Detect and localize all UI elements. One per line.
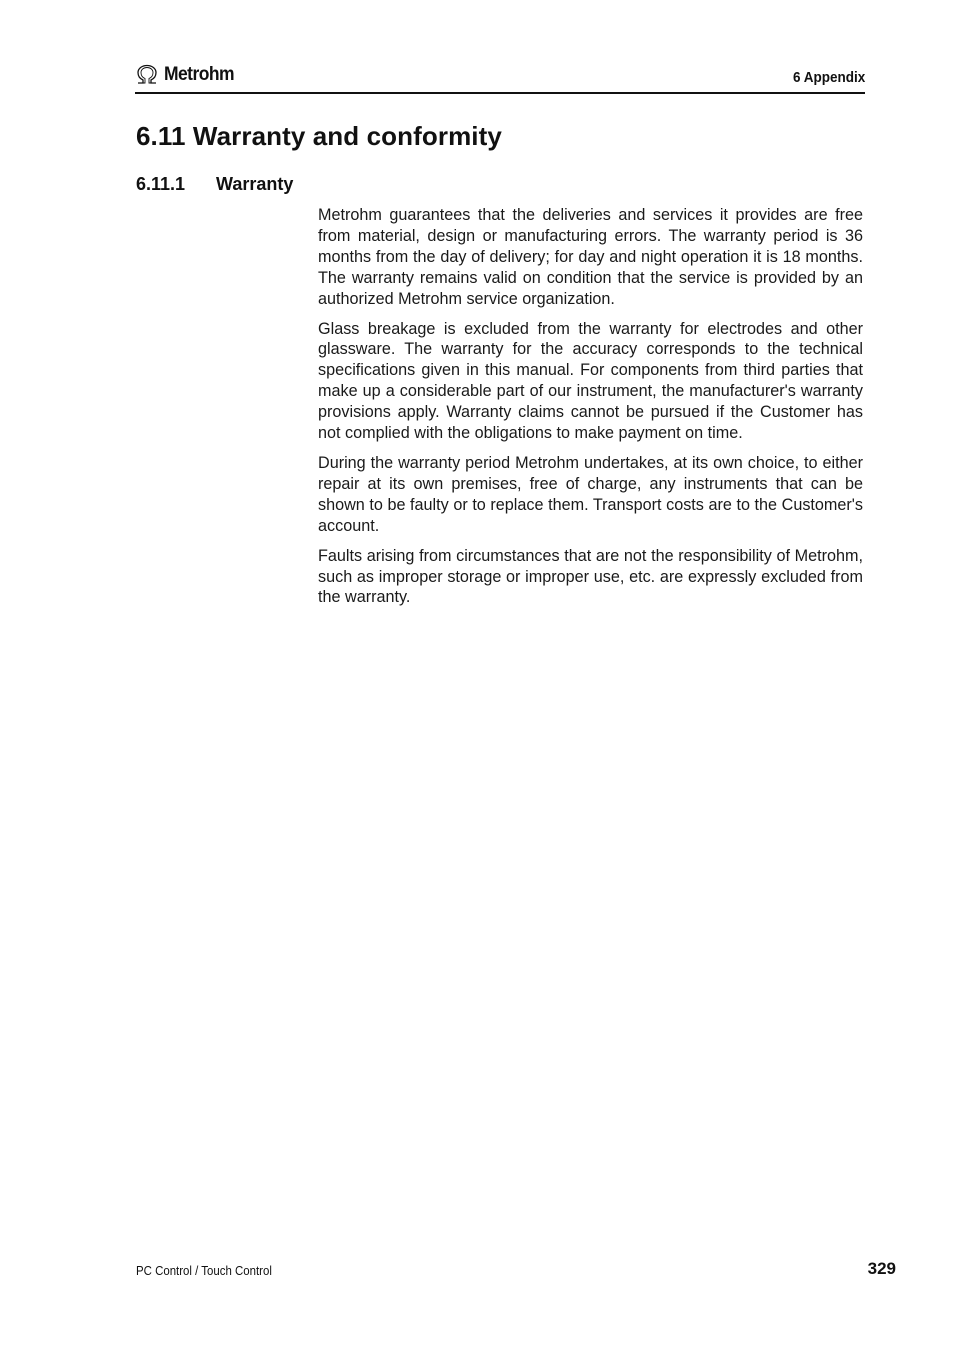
- paragraph: Glass breakage is excluded from the warranty for electrodes and other glassware. The warranty for the accuracy corresponds to the technical specifications given in this manual. For components from third parties that make up a considerable part of our instrument, the manufacturer's warranty provisions apply. Warranty claims cannot be pursued if the Customer has not complied with the obligations to make payment on time.: [318, 319, 863, 443]
- paragraph: Metrohm guarantees that the deliveries and services it provides are free from material, design or manufacturing errors. The warranty period is 36 months from the day of delivery; for day and night operation it is 18 months. The warranty remains valid on condition that the service is provided by an authorized Metrohm service organization.: [318, 206, 863, 308]
- page-number: 329: [867, 1259, 896, 1278]
- brand-logo: [135, 64, 240, 86]
- paragraph: During the warranty period Metrohm undertakes, at its own choice, to either repair at its own premises, free of charge, any instruments that can be shown to be faulty or to replace them. Transport costs are to the Customer's account.: [318, 453, 863, 535]
- subsection-heading: [136, 174, 293, 195]
- section-title: 6.11 Warranty and conformity: [136, 121, 502, 151]
- paragraph: Faults arising from circumstances that are not the responsibility of Metrohm, such as improper storage or improper use, etc. are expressly excluded from the warranty.: [318, 546, 863, 607]
- page-header: [135, 62, 865, 94]
- metrohm-omega-icon: [135, 64, 159, 86]
- body-text: [318, 205, 863, 617]
- chapter-label: 6 Appendix: [792, 69, 865, 86]
- subsection-title: Warranty: [216, 174, 294, 194]
- subsection-number: 6.11.1: [136, 174, 186, 194]
- footer-product-name: PC Control / Touch Control: [136, 1263, 272, 1278]
- logo-text: Metrohm: [164, 64, 234, 85]
